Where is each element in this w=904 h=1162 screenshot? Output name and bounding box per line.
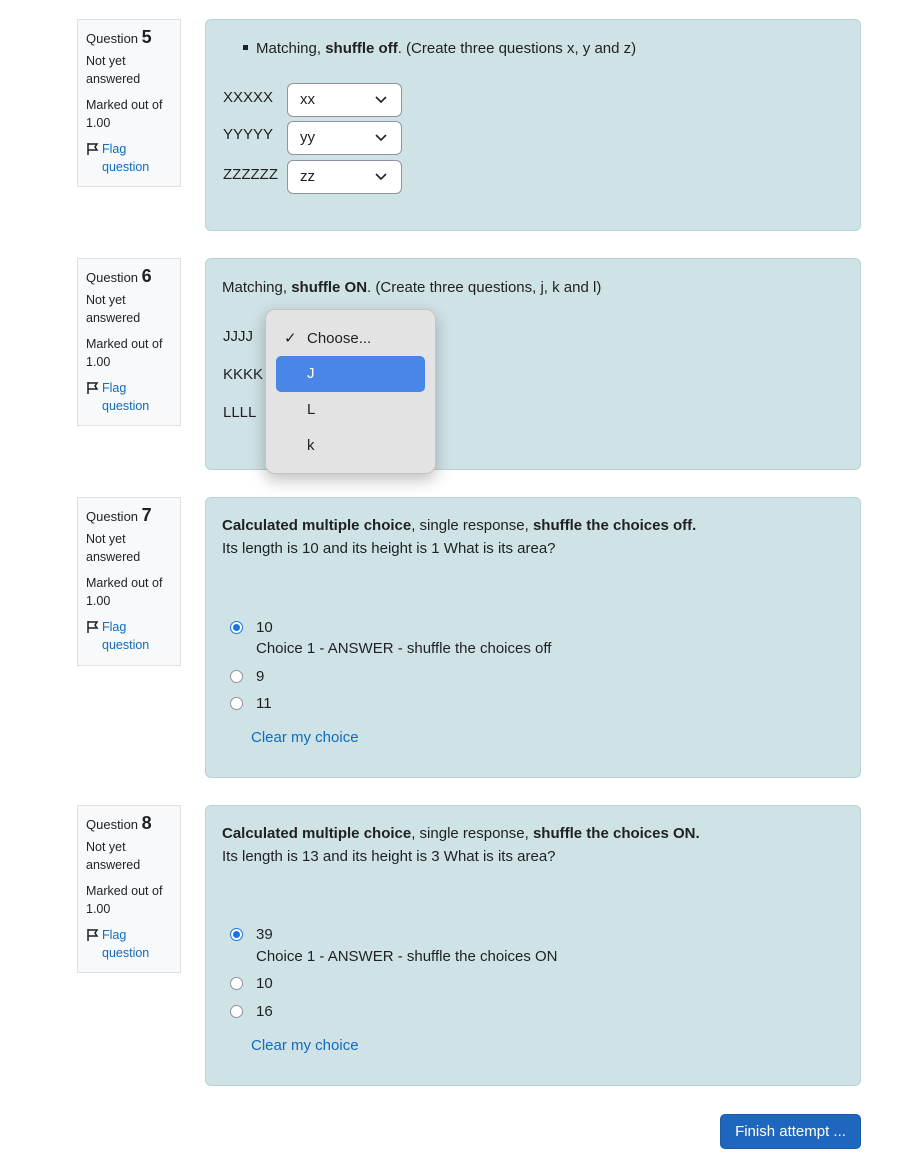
radio-button[interactable] (230, 670, 243, 683)
match-label: YYYYY (223, 126, 274, 143)
radio-button[interactable] (230, 697, 243, 710)
question-text-line-2: Its length is 13 and its height is 3 What is its area? (222, 848, 556, 865)
option-label: L (307, 401, 316, 418)
question-number (86, 506, 172, 526)
radio-button[interactable] (230, 621, 243, 634)
finish-attempt-button[interactable]: Finish attempt ... (720, 1114, 861, 1149)
match-label: XXXXX (223, 89, 274, 106)
question-grade: Marked out of 1.00 (86, 884, 163, 916)
option-label: Choose... (307, 330, 372, 347)
text-part-bold: Calculated multiple choice (222, 517, 412, 534)
clear-choice-link[interactable]: Clear my choice (251, 1037, 359, 1054)
question-state: Not yet answered (86, 532, 141, 564)
flag-icon (86, 620, 100, 634)
bullet (243, 45, 248, 50)
check-icon: ✓ (284, 330, 297, 347)
question-text (222, 822, 700, 845)
question-number-value: 7 (141, 505, 152, 525)
chevron-down-icon (375, 96, 387, 104)
select-value: zz (300, 168, 315, 185)
option-label: J (307, 365, 315, 382)
dropdown-option[interactable] (276, 428, 425, 464)
text-part-bold: shuffle off (325, 40, 398, 57)
question-text (225, 37, 636, 60)
question-prefix: Question (86, 817, 139, 832)
flag-question-label: Flag question (102, 620, 150, 652)
question-info (77, 805, 181, 973)
text-part: Matching, (256, 40, 326, 57)
choice-feedback: Choice 1 - ANSWER - shuffle the choices off (256, 640, 552, 657)
question-content (205, 805, 861, 1086)
match-select[interactable] (287, 121, 402, 155)
question-grade: Marked out of 1.00 (86, 576, 163, 608)
question-number-value: 6 (141, 266, 152, 286)
question-number (86, 814, 172, 834)
choice-label: 11 (256, 695, 272, 712)
dropdown-option[interactable] (276, 356, 425, 392)
chevron-down-icon (375, 134, 387, 142)
question-prefix: Question (86, 270, 139, 285)
match-select[interactable] (287, 160, 402, 194)
question-info (77, 258, 181, 426)
radio-button[interactable] (230, 977, 243, 990)
choice-label: 39 (256, 926, 273, 943)
text-part-bold: shuffle the choices ON. (532, 825, 700, 842)
clear-choice-link[interactable]: Clear my choice (251, 729, 359, 746)
question-info (77, 19, 181, 187)
radio-button[interactable] (230, 1005, 243, 1018)
question-text (222, 514, 696, 537)
flag-question-label: Flag question (102, 928, 150, 960)
question-state: Not yet answered (86, 840, 141, 872)
text-part: . (Create three questions x, y and z) (397, 40, 637, 57)
question-info (77, 497, 181, 666)
choice-label: 9 (256, 668, 265, 685)
choice-feedback: Choice 1 - ANSWER - shuffle the choices ON (256, 948, 558, 965)
option-label: k (307, 437, 315, 454)
text-part-bold: shuffle the choices off. (532, 517, 697, 534)
question-state: Not yet answered (86, 54, 141, 86)
select-value: xx (300, 91, 315, 108)
flag-question-label: Flag question (102, 142, 150, 174)
match-label: LLLL (223, 404, 257, 421)
text-part: Matching, (222, 279, 292, 296)
flag-icon (86, 928, 100, 942)
flag-question-link[interactable] (86, 379, 172, 415)
flag-question-link[interactable] (86, 926, 172, 962)
match-label: KKKK (223, 366, 264, 383)
radio-button[interactable] (230, 928, 243, 941)
question-grade: Marked out of 1.00 (86, 337, 163, 369)
select-value: yy (300, 129, 315, 146)
match-label: JJJJ (223, 328, 253, 345)
question-content (205, 497, 861, 778)
question-state: Not yet answered (86, 293, 141, 325)
flag-icon (86, 381, 100, 395)
text-part: . (Create three questions, j, k and l) (367, 279, 602, 296)
question-number (86, 267, 172, 287)
dropdown-option[interactable] (276, 321, 425, 357)
question-content (205, 19, 861, 231)
question-text-line-2: Its length is 10 and its height is 1 What is its area? (222, 540, 556, 557)
choice-label: 10 (256, 619, 273, 636)
text-part-bold: Calculated multiple choice (222, 825, 412, 842)
flag-icon (86, 142, 100, 156)
match-label: ZZZZZZ (223, 166, 278, 183)
question-text (222, 276, 601, 299)
choice-label: 10 (256, 975, 273, 992)
flag-question-link[interactable] (86, 618, 172, 654)
question-number-value: 5 (141, 27, 152, 47)
question-number-value: 8 (141, 813, 152, 833)
choice-label: 16 (256, 1003, 273, 1020)
flag-question-link[interactable] (86, 140, 172, 176)
dropdown-option[interactable] (276, 392, 425, 428)
text-part: , single response, (411, 825, 533, 842)
text-part: , single response, (411, 517, 533, 534)
select-dropdown-menu (265, 309, 436, 474)
match-select[interactable] (287, 83, 402, 117)
chevron-down-icon (375, 173, 387, 181)
question-number (86, 28, 172, 48)
question-grade: Marked out of 1.00 (86, 98, 163, 130)
flag-question-label: Flag question (102, 381, 150, 413)
question-prefix: Question (86, 509, 139, 524)
question-prefix: Question (86, 31, 139, 46)
text-part-bold: shuffle ON (291, 279, 368, 296)
